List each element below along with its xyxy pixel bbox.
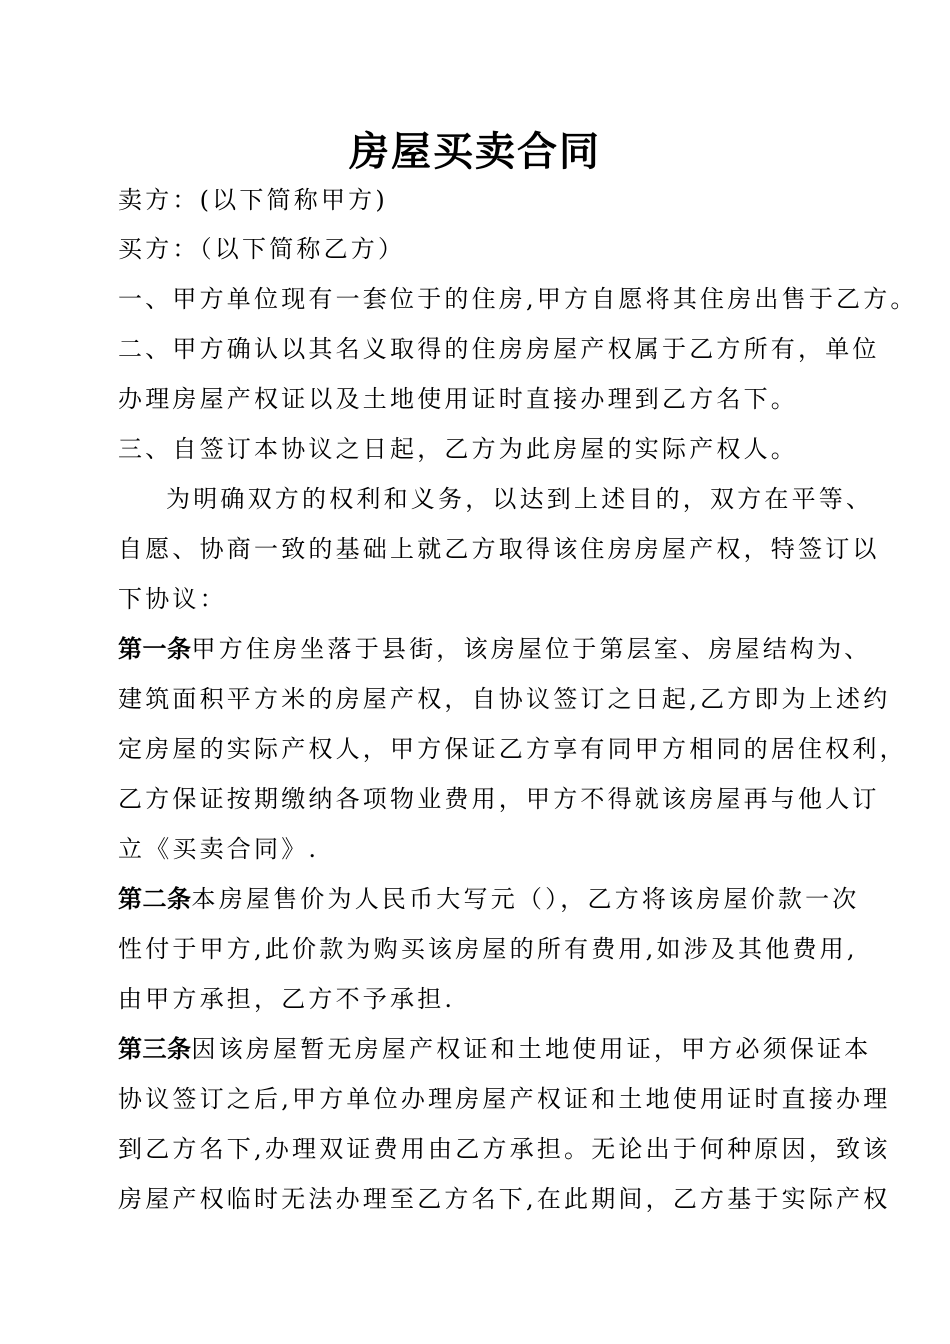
- article-3-label: 第三条: [118, 1035, 192, 1063]
- article-1-line: 乙方保证按期缴纳各项物业费用，甲方不得就该房屋再与他人订: [118, 785, 880, 813]
- intro-line: 下协议：: [118, 585, 227, 613]
- article-2-line: 性付于甲方,此价款为购买该房屋的所有费用,如涉及其他费用,: [118, 935, 858, 963]
- article-3-line: 到乙方名下,办理双证费用由乙方承担。无论出于何种原因，致该: [118, 1135, 891, 1163]
- article-3-lead: 因该房屋暂无房屋产权证和土地使用证，甲方必须保证本: [191, 1035, 872, 1063]
- article-1-lead: 甲方住房坐落于县街，该房屋位于第层室、房屋结构为、: [191, 635, 872, 663]
- intro-line: 为明确双方的权利和义务，以达到上述目的，双方在平等、: [166, 485, 874, 513]
- seller-line: 卖方：(以下简称甲方): [118, 186, 388, 214]
- article-2-lead: 本房屋售价为人民币大写元（），乙方将该房屋价款一次: [191, 885, 860, 913]
- intro-line: 自愿、协商一致的基础上就乙方取得该住房房屋产权，特签订以: [118, 535, 880, 563]
- item-3: 三、自签订本协议之日起，乙方为此房屋的实际产权人。: [118, 435, 798, 463]
- item-2: 二、甲方确认以其名义取得的住房房屋产权属于乙方所有，单位: [118, 335, 880, 363]
- item-2-continued: 办理房屋产权证以及土地使用证时直接办理到乙方名下。: [118, 385, 798, 413]
- article-2-first-line: [118, 874, 860, 924]
- document-title: 房屋买卖合同: [349, 129, 601, 175]
- article-1-line: 立《买卖合同》.: [118, 835, 320, 863]
- article-1-line: 定房屋的实际产权人，甲方保证乙方享有同甲方相同的居住权利，: [118, 735, 907, 763]
- article-1-first-line: [118, 624, 872, 674]
- article-2-line: 由甲方承担，乙方不予承担.: [118, 985, 456, 1013]
- article-3-line: 房屋产权临时无法办理至乙方名下,在此期间，乙方基于实际产权: [118, 1185, 891, 1213]
- article-3-first-line: [118, 1024, 872, 1074]
- buyer-line: 买方：（以下简称乙方）: [118, 235, 406, 263]
- article-1-line: 建筑面积平方米的房屋产权，自协议签订之日起,乙方即为上述约: [118, 685, 891, 713]
- item-1: 一、甲方单位现有一套位于的住房,甲方自愿将其住房出售于乙方。: [118, 285, 918, 313]
- article-1-label: 第一条: [118, 635, 192, 663]
- article-2-label: 第二条: [118, 885, 192, 913]
- article-3-line: 协议签订之后,甲方单位办理房屋产权证和土地使用证时直接办理: [118, 1085, 891, 1113]
